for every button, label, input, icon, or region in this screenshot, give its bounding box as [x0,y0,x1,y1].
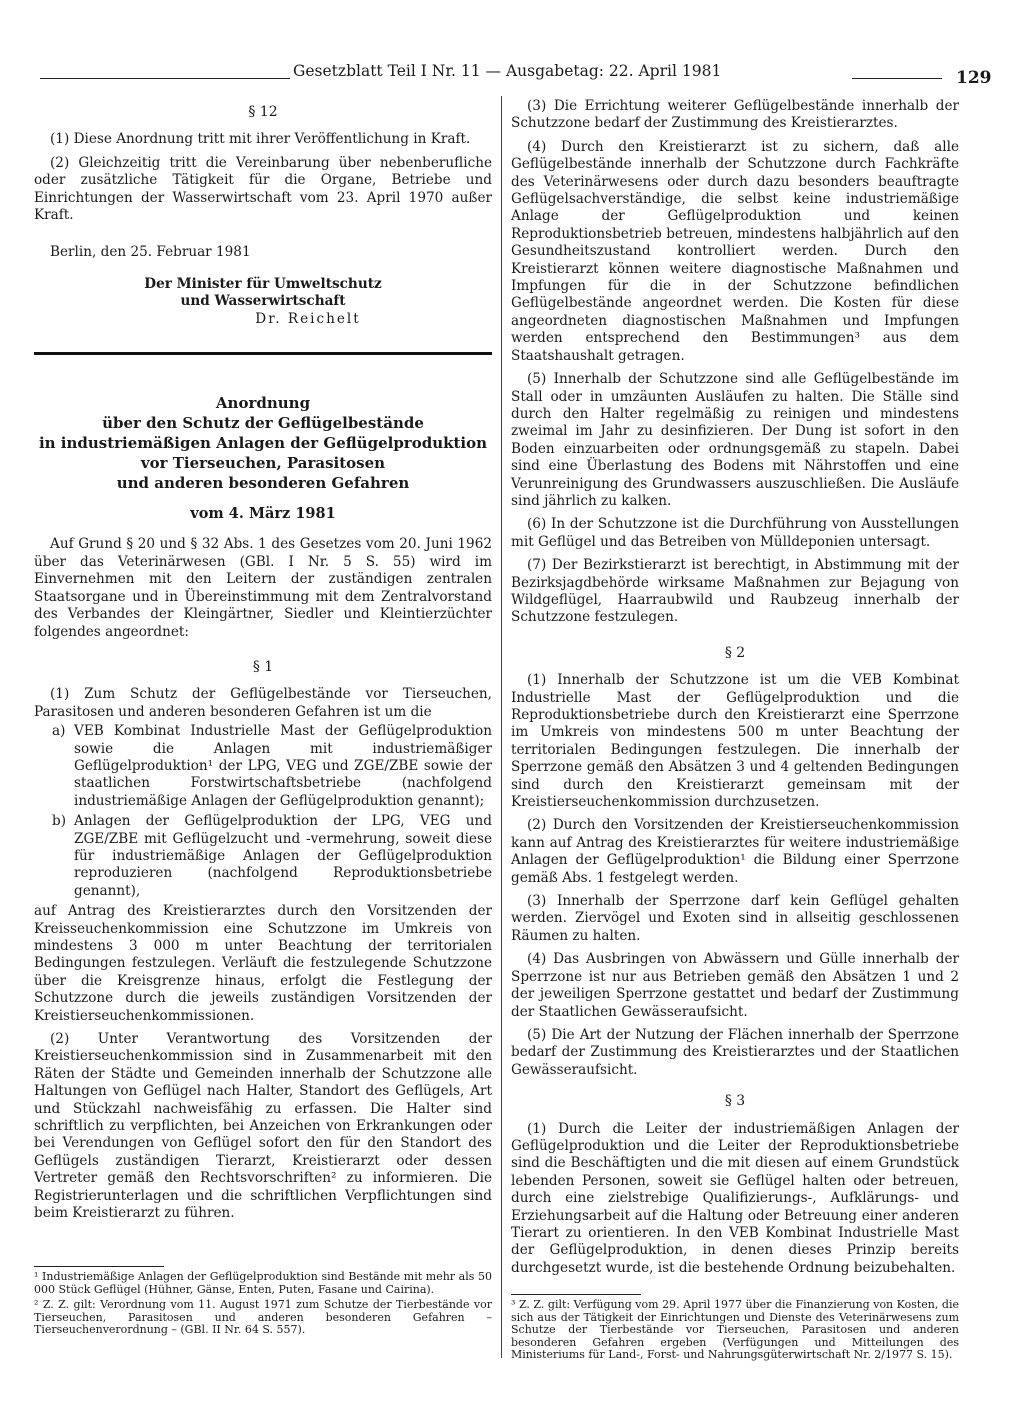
list-marker-b: b) [52,813,67,830]
header-rule-left [40,78,290,79]
header-rule-right [852,78,942,79]
s1-paragraph-7: (7) Der Bezirkstierarzt ist berechtigt, in Abstimmung mit der Bezirksjagdbehörde wirksame Maßnahmen zur Bejagung von Wildgeflügel, Haarraubwild und Raubzeug innerhalb der Schutzzone festzulegen. [511,557,959,626]
list-text-a: VEB Kombinat Industrielle Mast der Geflügelproduktion sowie die Anlagen mit industriemäßiger Geflügelproduktion¹ der LPG, VEG und ZGE/ZBE sowie der staatlichen Forstwirtschaftsbetriebe (nachfolgend industriemäßige Anlagen der Geflügelproduktion genannt); [74,723,492,809]
title-line-2: über den Schutz der Geflügelbestände [102,414,424,433]
title-line-3: in industriemäßigen Anlagen der Geflügelproduktion [38,434,488,453]
left-column [34,98,492,1337]
footnote-3: ³ Z. Z. gilt: Verfügung vom 29. April 1977 über die Finanzierung von Kosten, die sich aus der Tätigkeit der Einrichtungen und Dienste des Veterinärwesens zum Schutze der Tierbestände vor Tierseuchen, Parasitosen und anderen besonderen Gefahren ergeben (Verfügungen und Mitteilungen des Ministeriums für Land-, Forst- und Nahrungsgüterwirtschaft Nr. 2/1977 S. 15). [511,1298,959,1362]
s1-continuation: auf Antrag des Kreistierarztes durch den Vorsitzenden der Kreisseuchenkommission eine Schutzzone im Umkreis von mindestens 3 000 m unter Beachtung der territorialen Bedingungen festzulegen. Verläuft die festzulegende Schutzzone über die Kreisgrenze hinaus, erfolgt die Festlegung der Schutzzone durch die jeweils zuständigen Vorsitzenden der Kreistierseuchenkommissionen. [34,903,492,1024]
section-heading-1: § 1 [252,658,274,675]
section-heading-2: § 2 [724,644,746,661]
section-heading-3: § 3 [724,1093,746,1110]
title-line-1: Anordnung [215,394,311,413]
list-marker-a: a) [52,723,66,740]
preamble: Auf Grund § 20 und § 32 Abs. 1 des Gesetzes vom 20. Juni 1962 über das Veterinärwesen (GBl. I Nr. 5 S. 55) wird im Einvernehmen mit den Leitern der zuständigen zentralen Staatsorgane und in Übereinstimmung mit dem Zentralvorstand des Verbandes der Kleingärtner, Siedler und Kleintierzüchter folgendes angeordnet: [34,536,492,640]
section-heading-12: § 12 [248,104,278,120]
s1-paragraph-4: (4) Durch den Kreistierarzt ist zu sichern, daß alle Geflügelbestände innerhalb der Schutzzone durch Fachkräfte des Veterinärwesens oder durch dazu besonders beauftragte Geflügelsachverständige, die selbst keine industriemäßige Anlage der Geflügelproduktion und keinen Reproduktionsbetrieb betreuen, mindestens halbjährlich auf den Gesundheitszustand kontrolliert werden. Durch den Kreistierarzt können weitere diagnostische Maßnahmen und Impfungen für die in der Schutzzone befindlichen Geflügelbestände angeordnet werden. Die Kosten für diese angeordneten diagnostischen Maßnahmen und Impfungen werden entsprechend den Bestimmungen³ aus dem Staatshaushalt getragen. [511,138,960,364]
s12-paragraph-1: (1) Diese Anordnung tritt mit ihrer Veröffentlichung in Kraft. [50,131,471,148]
signer-title-1: Der Minister für Umweltschutz [144,275,382,292]
header-title: Gesetzblatt Teil I Nr. 11 — Ausgabetag: 22. April 1981 [293,62,722,80]
ordinance-date: vom 4. März 1981 [190,505,336,523]
signer-title-2: und Wasserwirtschaft [180,293,346,310]
left-footnotes [34,1260,492,1340]
title-line-4: vor Tierseuchen, Parasitosen [140,454,386,473]
right-column [511,98,960,1362]
place-date: Berlin, den 25. Februar 1981 [50,244,251,261]
s2-paragraph-5: (5) Die Art der Nutzung der Flächen innerhalb der Sperrzone bedarf der Zustimmung des Kreistierarztes und der Staatlichen Gewässeraufsicht. [511,1026,959,1078]
s1-list-item-b [34,813,492,900]
s1-paragraph-2: (2) Unter Verantwortung des Vorsitzenden der Kreistierseuchenkommission sind in Zusammenarbeit mit den Räten der Städte und Gemeinden innerhalb der Schutzzone alle Haltungen von Geflügel nach Halter, Standort des Geflügels, Art und Stückzahl nachweisfähig zu erfassen. Die Halter sind schriftlich zu verpflichten, bei Anzeichen von Erkrankungen oder bei Verendungen von Geflügel sofort den für den Standort des Geflügels zuständigen Tierarzt, Kreistierarzt oder dessen Vertreter gemäß den Rechtsvorschriften² zu informieren. Die Registrierunterlagen und die schriftlichen Verpflichtungen sind beim Kreistierarzt zu führen. [34,1031,492,1222]
s1-paragraph-3: (3) Die Errichtung weiterer Geflügelbestände innerhalb der Schutzzone bedarf der Zustimmung des Kreistierarztes. [511,98,959,132]
list-text-b: Anlagen der Geflügelproduktion der LPG, VEG und ZGE/ZBE mit Geflügelzucht und -vermehrung, soweit diese für industriemäßige Anlagen der Geflügelproduktion reproduzieren (nachfolgend Reproduktionsbetriebe genannt), [74,813,492,899]
section-separator [34,352,492,355]
ordinance-title [34,393,492,493]
column-divider [501,96,502,1358]
s2-paragraph-3: (3) Innerhalb der Sperrzone darf kein Geflügel gehalten werden. Ziervögel und Exoten sind in allseitig geschlossenen Räumen zu halten. [511,893,959,944]
title-line-5: und anderen besonderen Gefahren [116,474,410,493]
page-header [40,56,992,88]
right-footnotes [511,1288,959,1365]
s2-paragraph-2: (2) Durch den Vorsitzenden der Kreistierseuchenkommission kann auf Antrag des Kreistierarztes für weitere industriemäßige Anlagen der Geflügelproduktion¹ die Bildung einer Sperrzone gemäß Abs. 1 festgelegt werden. [511,817,959,886]
s1-paragraph-1: (1) Zum Schutz der Geflügelbestände vor Tierseuchen, Parasitosen und anderen besonderen Gefahren ist um die [34,686,492,720]
signer-name: Dr. Reichelt [255,310,361,327]
s3-paragraph-1: (1) Durch die Leiter der industriemäßigen Anlagen der Geflügelproduktion und die Leiter der Reproduktionsbetriebe sind die Beschäftigten und die mit diesen auf einem Grundstück lebenden Personen, soweit sie Geflügel halten oder betreuen, durch eine zielstrebige Qualifizierungs-, Aufklärungs- und Erziehungsarbeit auf die Haltung oder Betreuung einer anderen Tierart zu orientieren. In den VEB Kombinat Industrielle Mast der Geflügelproduktion, in denen dieses Prinzip bereits durchgesetzt wurde, ist die bestehende Ordnung beizubehalten. [511,1120,959,1276]
s12-paragraph-2: (2) Gleichzeitig tritt die Vereinbarung über nebenberufliche oder zusätzliche Tätigkeit für die Organe, Betriebe und Einrichtungen der Wasserwirtschaft vom 23. April 1970 außer Kraft. [34,154,492,224]
footnote-2: ² Z. Z. gilt: Verordnung vom 11. August 1971 zum Schutze der Tierbestände vor Tierseuchen, Parasitosen und anderen besonderen Gefahren – Tierseuchenverordnung – (GBl. II Nr. 64 S. 557). [34,1298,492,1337]
s2-paragraph-4: (4) Das Ausbringen von Abwässern und Gülle innerhalb der Sperrzone ist nur aus Betrieben gemäß den Absätzen 1 und 2 der jeweiligen Sperrzone gestattet und bedarf der Zustimmung der Staatlichen Gewässeraufsicht. [511,951,959,1020]
s1-paragraph-5: (5) Innerhalb der Schutzzone sind alle Geflügelbestände im Stall oder in umzäunten Ausläufen zu halten. Die Ställe sind durch den Halter regelmäßig zu reinigen und mindestens zweimal im Jahr zu desinfizieren. Der Dung ist sofort in den Boden einzuarbeiten oder ordnungsgemäß zu stapeln. Dabei sind eine Überlastung des Bodens mit Nährstoffen und eine Verunreinigung des Grundwassers auszuschließen. Die Ausläufe sind jährlich zu kalken. [511,371,959,509]
s2-paragraph-1: (1) Innerhalb der Schutzzone ist um die VEB Kombinat Industrielle Mast der Geflügelproduktion und die Reproduktionsbetriebe durch den Kreistierarzt eine Sperrzone im Umkreis von mindestens 500 m unter Beachtung der territorialen Bedingungen festzulegen. Die innerhalb der Sperrzone gemäß den Absätzen 3 und 4 geltenden Bedingungen sind durch den Kreistierarzt gemeinsam mit der Kreistierseuchenkommission durchzusetzen. [511,672,959,811]
s1-list-item-a [34,723,492,810]
s1-paragraph-6: (6) In der Schutzzone ist die Durchführung von Ausstellungen mit Geflügel und das Betreiben von Mülldeponien untersagt. [511,516,959,550]
footnote-rule-right [511,1294,641,1295]
page-number: 129 [956,68,992,88]
footnote-1: ¹ Industriemäßige Anlagen der Geflügelproduktion sind Bestände mit mehr als 50 000 Stück Geflügel (Hühner, Gänse, Enten, Puten, Fasane und Cairina). [34,1270,492,1296]
footnote-rule-left [34,1266,164,1267]
